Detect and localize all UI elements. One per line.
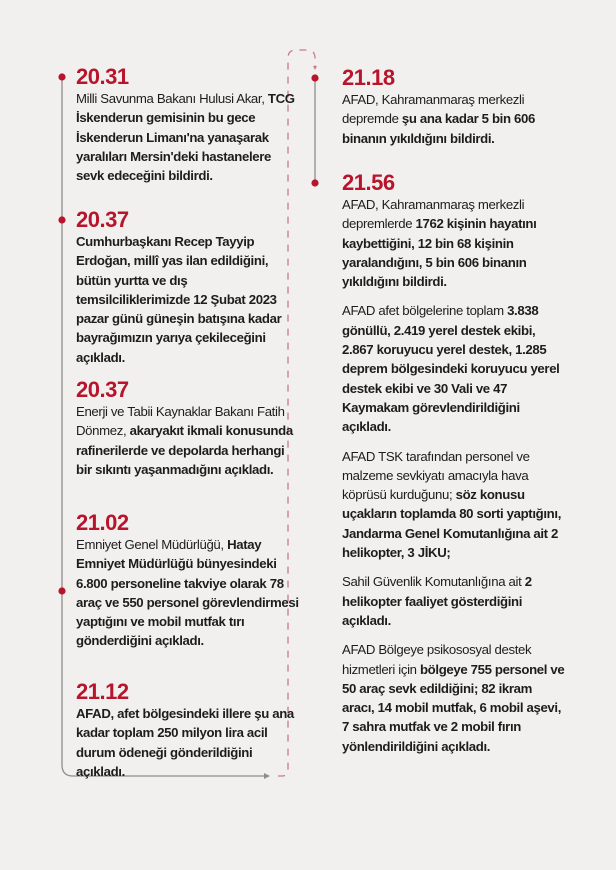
- arrow-down-icon: [313, 66, 317, 70]
- entry-text-bold: akaryakıt ikmali konusunda rafinerilerde ve depolarda herhangi bir sıkıntı yaşanmadığını açıkladı.: [76, 423, 293, 477]
- entry-time: 20.31: [76, 64, 129, 89]
- entry-time: 20.37: [76, 377, 129, 402]
- entry-time: 20.37: [76, 207, 129, 232]
- entry-text-bold: Cumhurbaşkanı Recep Tayyip Erdoğan, millî yas ilan edildiğini, bütün yurtta ve dış temsilciliklerimizde 12 Şubat 2023 pazar günü güneşin batışına kadar bayrağımızın yarıya çekileceğini açıkladı.: [76, 234, 282, 365]
- entry-text-normal: Enerji ve Tabii Kaynaklar Bakanı Fatih Dönmez,: [76, 404, 285, 439]
- entry-text: [76, 704, 301, 781]
- timeline-dot: [311, 74, 318, 81]
- entry-text: [342, 90, 567, 148]
- entry-text-normal: Milli Savunma Bakanı Hulusi Akar,: [76, 91, 265, 106]
- entry-text-normal: AFAD TSK tarafından personel ve malzeme sevkiyatı amacıyla hava köprüsü kurduğunu;: [342, 448, 530, 503]
- entry-text: [342, 301, 567, 436]
- timeline-entry: [76, 65, 301, 185]
- entry-text-normal: AFAD, Kahramanmaraş merkezli depremlerde: [342, 197, 525, 232]
- entry-text-normal: Sahil Güvenlik Komutanlığına ait: [342, 574, 522, 590]
- timeline-entry: [76, 208, 301, 367]
- timeline-entry: [342, 171, 567, 756]
- entry-text-bold: AFAD, afet bölgesindeki illere şu ana kadar toplam 250 milyon lira acil durum ödeneği gönderildiğini açıkladı.: [76, 706, 294, 779]
- entry-time: 21.56: [342, 170, 395, 195]
- entry-text: [76, 232, 301, 367]
- entry-text: [342, 447, 567, 563]
- timeline-entry: [76, 680, 301, 781]
- entry-text: [76, 535, 301, 651]
- entry-text-bold: bölgeye 755 personel ve 50 araç sevk edildiğini; 82 ikram aracı, 14 mobil mutfak, 6 mobil aşevi, 7 sahra mutfak ve 2 mobil fırın yönlendirildiğini açıkladı.: [342, 661, 565, 754]
- entry-text-bold: TCG İskenderun gemisinin bu gece İskenderun Limanı'na yanaşarak yaralıları Mersin'deki hastanelere sevk edeceğini bildirdi.: [76, 91, 295, 184]
- entry-text-bold: 1762 kişinin hayatını kaybettiğini, 12 bin 68 kişinin yaralandığını, 5 bin 606 binanın yıkıldığını bildirdi.: [342, 216, 537, 290]
- entry-text-bold: şu ana kadar 5 bin 606 binanın yıkıldığını bildirdi.: [342, 111, 535, 146]
- timeline-entry: [76, 511, 301, 651]
- timeline-entry: [342, 66, 567, 148]
- timeline-entry: [76, 378, 301, 479]
- entry-time: 21.18: [342, 65, 395, 90]
- entry-text-bold: Hatay Emniyet Müdürlüğü bünyesindeki 6.800 personeline takviye olarak 78 araç ve 550 personel görevlendirmesi yaptığını ve mobil mutfak tırı gönderdiğini açıkladı.: [76, 537, 299, 649]
- entry-text-bold: 2 helikopter faaliyet gösterdiğini açıkladı.: [342, 574, 532, 628]
- entry-text-normal: AFAD, Kahramanmaraş merkezli depremde: [342, 92, 525, 127]
- entry-text: [76, 402, 301, 479]
- entry-text: [342, 572, 567, 630]
- timeline-dot: [58, 73, 65, 80]
- entry-text: [76, 89, 301, 185]
- entry-text: [342, 640, 567, 756]
- timeline-dot: [311, 179, 318, 186]
- timeline-dot: [58, 587, 65, 594]
- entry-text-normal: AFAD Bölgeye psikososyal destek hizmetleri için: [342, 642, 532, 677]
- entry-text-bold: 3.838 gönüllü, 2.419 yerel destek ekibi, 2.867 koruyucu yerel destek, 1.285 deprem bölgesindeki koruyucu yerel destek ekibi ve 30 Vali ve 47 Kaymakam görevlendirildiğini açıkladı.: [342, 303, 560, 435]
- entry-time: 21.12: [76, 679, 129, 704]
- timeline-dot: [58, 216, 65, 223]
- entry-text-normal: Emniyet Genel Müdürlüğü,: [76, 537, 224, 552]
- entry-text-normal: AFAD afet bölgelerine toplam: [342, 303, 504, 319]
- entry-text: [342, 195, 567, 291]
- entry-text-bold: söz konusu uçakların toplamda 80 sorti yaptığını, Jandarma Genel Komutanlığına ait 2 helikopter, 3 JİKU;: [342, 487, 562, 561]
- entry-time: 21.02: [76, 510, 129, 535]
